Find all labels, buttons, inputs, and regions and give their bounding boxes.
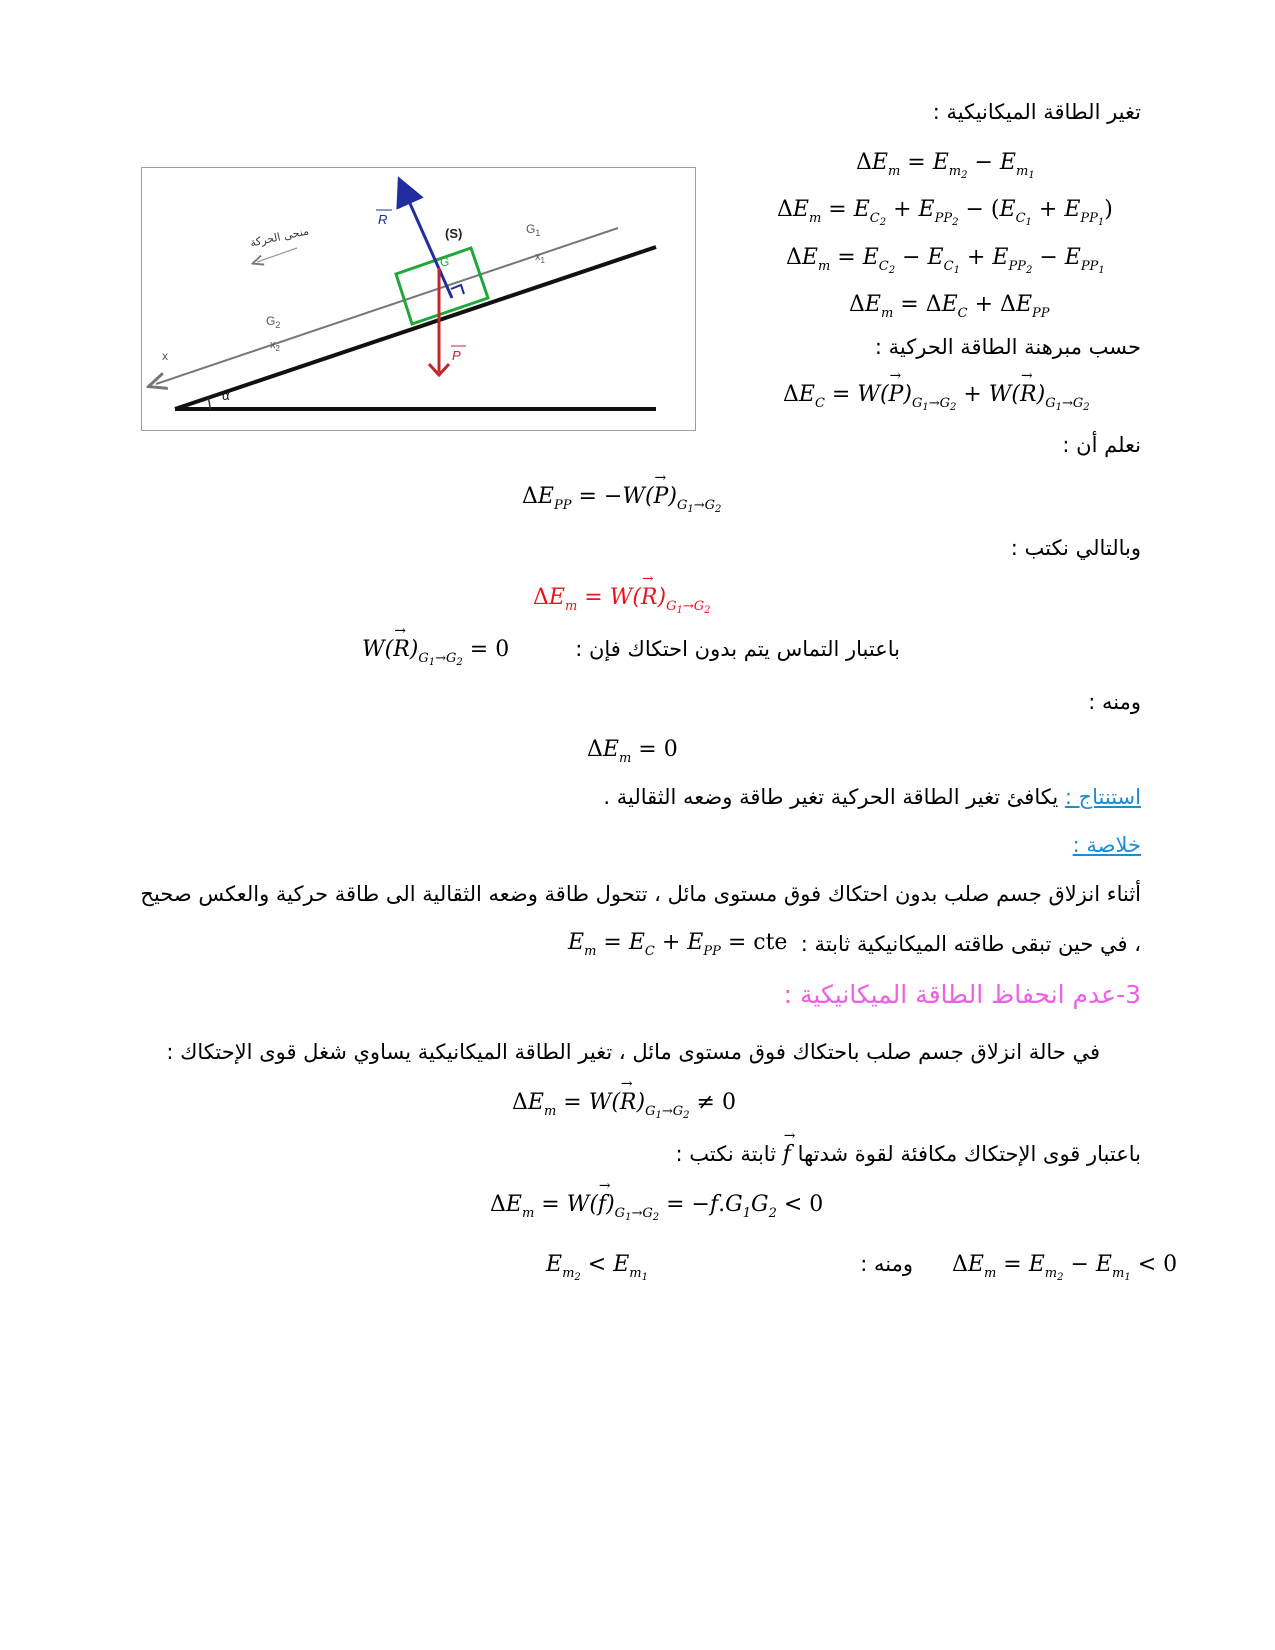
equation-em2-less-em1: $E_{m_2} < E_{m_1}$ (546, 1252, 648, 1283)
inclined-plane-figure (141, 167, 696, 431)
equation-energy-constant: $E_m = E_C + E_{PP}$ = cte (568, 930, 788, 959)
x-axis-line (156, 228, 618, 384)
f-vector-symbol: → f (783, 1142, 791, 1167)
equation-dem-3: $\Delta E_m = E_{C_2} - E_{C_1} + E_{PP_2} - E_{PP_1}$ (786, 245, 1105, 276)
motion-direction-label: منحى الحركة (248, 224, 311, 250)
equation-dem-not-zero: $\Delta E_m = W(\to R)_{G_1\to G_2} \ne 0$ (512, 1090, 736, 1116)
incline-line (175, 247, 656, 409)
friction-constant-text-b: ثابتة نكتب : (675, 1142, 777, 1166)
section-heading: 3-عدم انحفاظ الطاقة الميكانيكية : (783, 980, 1141, 1009)
equation-dem-negative: $\Delta E_m = E_{m_2} - E_{m_1} < 0$ (952, 1252, 1178, 1283)
x1-label: $x_1$ (535, 251, 545, 265)
g1-label: $G_1$ (526, 222, 541, 238)
x-axis-label: x (162, 349, 168, 363)
r-vector-label: R (378, 212, 388, 227)
g2-label: $G_2$ (266, 314, 281, 330)
equation-reaction-work-zero: $W(\to R)_{G_1\to G_2} = 0$ (362, 637, 509, 663)
equation-dem-4: $\Delta E_m = \Delta E_C + \Delta E_{PP}$ (849, 292, 1050, 321)
motion-direction-arrow (257, 248, 297, 262)
solid-label: (S) (445, 226, 463, 241)
summary-line-2: ، في حين تبقى طاقته الميكانيكية ثابتة : (800, 932, 1141, 956)
mechanical-energy-change-label: تغير الطاقة الميكانيكية : (932, 100, 1141, 124)
summary-link[interactable]: خلاصة : (1072, 833, 1141, 857)
hence-label-2: ومنه : (860, 1252, 913, 1276)
hence-label: ومنه : (1088, 690, 1141, 714)
equation-potential-work: $\Delta E_{PP} = -W(\to P)_{G_1\to G_2}$ (522, 484, 721, 510)
equation-dem-2: $\Delta E_m = E_{C_2} + E_{PP_2} - (E_{C_1} + E_{PP_1})$ (777, 197, 1113, 228)
summary-line-1: أثناء انزلاق جسم صلب بدون احتكاك فوق مستوى مائل ، تتحول طاقة وضعه الثقالية الى طاقة حركية والعكس صحيح (140, 882, 1141, 906)
inclined-plane-svg (142, 168, 695, 430)
friction-intro-line: في حالة انزلاق جسم صلب باحتكاك فوق مستوى مائل ، تغير الطاقة الميكانيكية يساوي شغل قوى الإحتكاك : (166, 1040, 1100, 1064)
p-vector-label: P (452, 348, 461, 363)
kinetic-theorem-label: حسب مبرهنة الطاقة الحركية : (874, 335, 1141, 359)
conclusion-link[interactable]: استنتاج : (1064, 785, 1141, 809)
friction-constant-line (676, 1142, 1141, 1167)
summary-heading[interactable] (1073, 833, 1141, 857)
g-label: G (440, 255, 450, 269)
we-know-label: نعلم أن : (1062, 433, 1141, 457)
frictionless-contact-label: باعتبار التماس يتم بدون احتكاك فإن : (575, 637, 900, 661)
conclusion-text: يكافئ تغير الطاقة الحركية تغير طاقة وضعه الثقالية . (603, 785, 1065, 809)
equation-kinetic-theorem: $\Delta E_C = W(\to P)_{G_1\to G_2} + W(\to R)_{G_1\to G_2}$ (783, 382, 1090, 408)
conclusion-line (603, 785, 1141, 809)
equation-dem-zero: $\Delta E_m = 0$ (587, 737, 678, 766)
equation-friction-work: $\Delta E_m = W(\to f)_{G_1\to G_2} = -f.G_1G_2 < 0$ (490, 1192, 823, 1218)
equation-red-highlight: $\Delta E_m = W(\to R)_{G_1\to G_2}$ (533, 585, 711, 611)
therefore-label: وبالتالي نكتب : (1010, 536, 1141, 560)
right-angle-mark (451, 285, 464, 294)
reaction-vector (404, 190, 452, 298)
friction-constant-text-a: باعتبار قوى الإحتكاك مكافئة لقوة شدتها (797, 1142, 1141, 1166)
equation-dem-1: $\Delta E_m = E_{m_2} - E_{m_1}$ (856, 150, 1035, 181)
alpha-label: α (222, 388, 230, 403)
x2-label: $x_2$ (270, 339, 280, 353)
